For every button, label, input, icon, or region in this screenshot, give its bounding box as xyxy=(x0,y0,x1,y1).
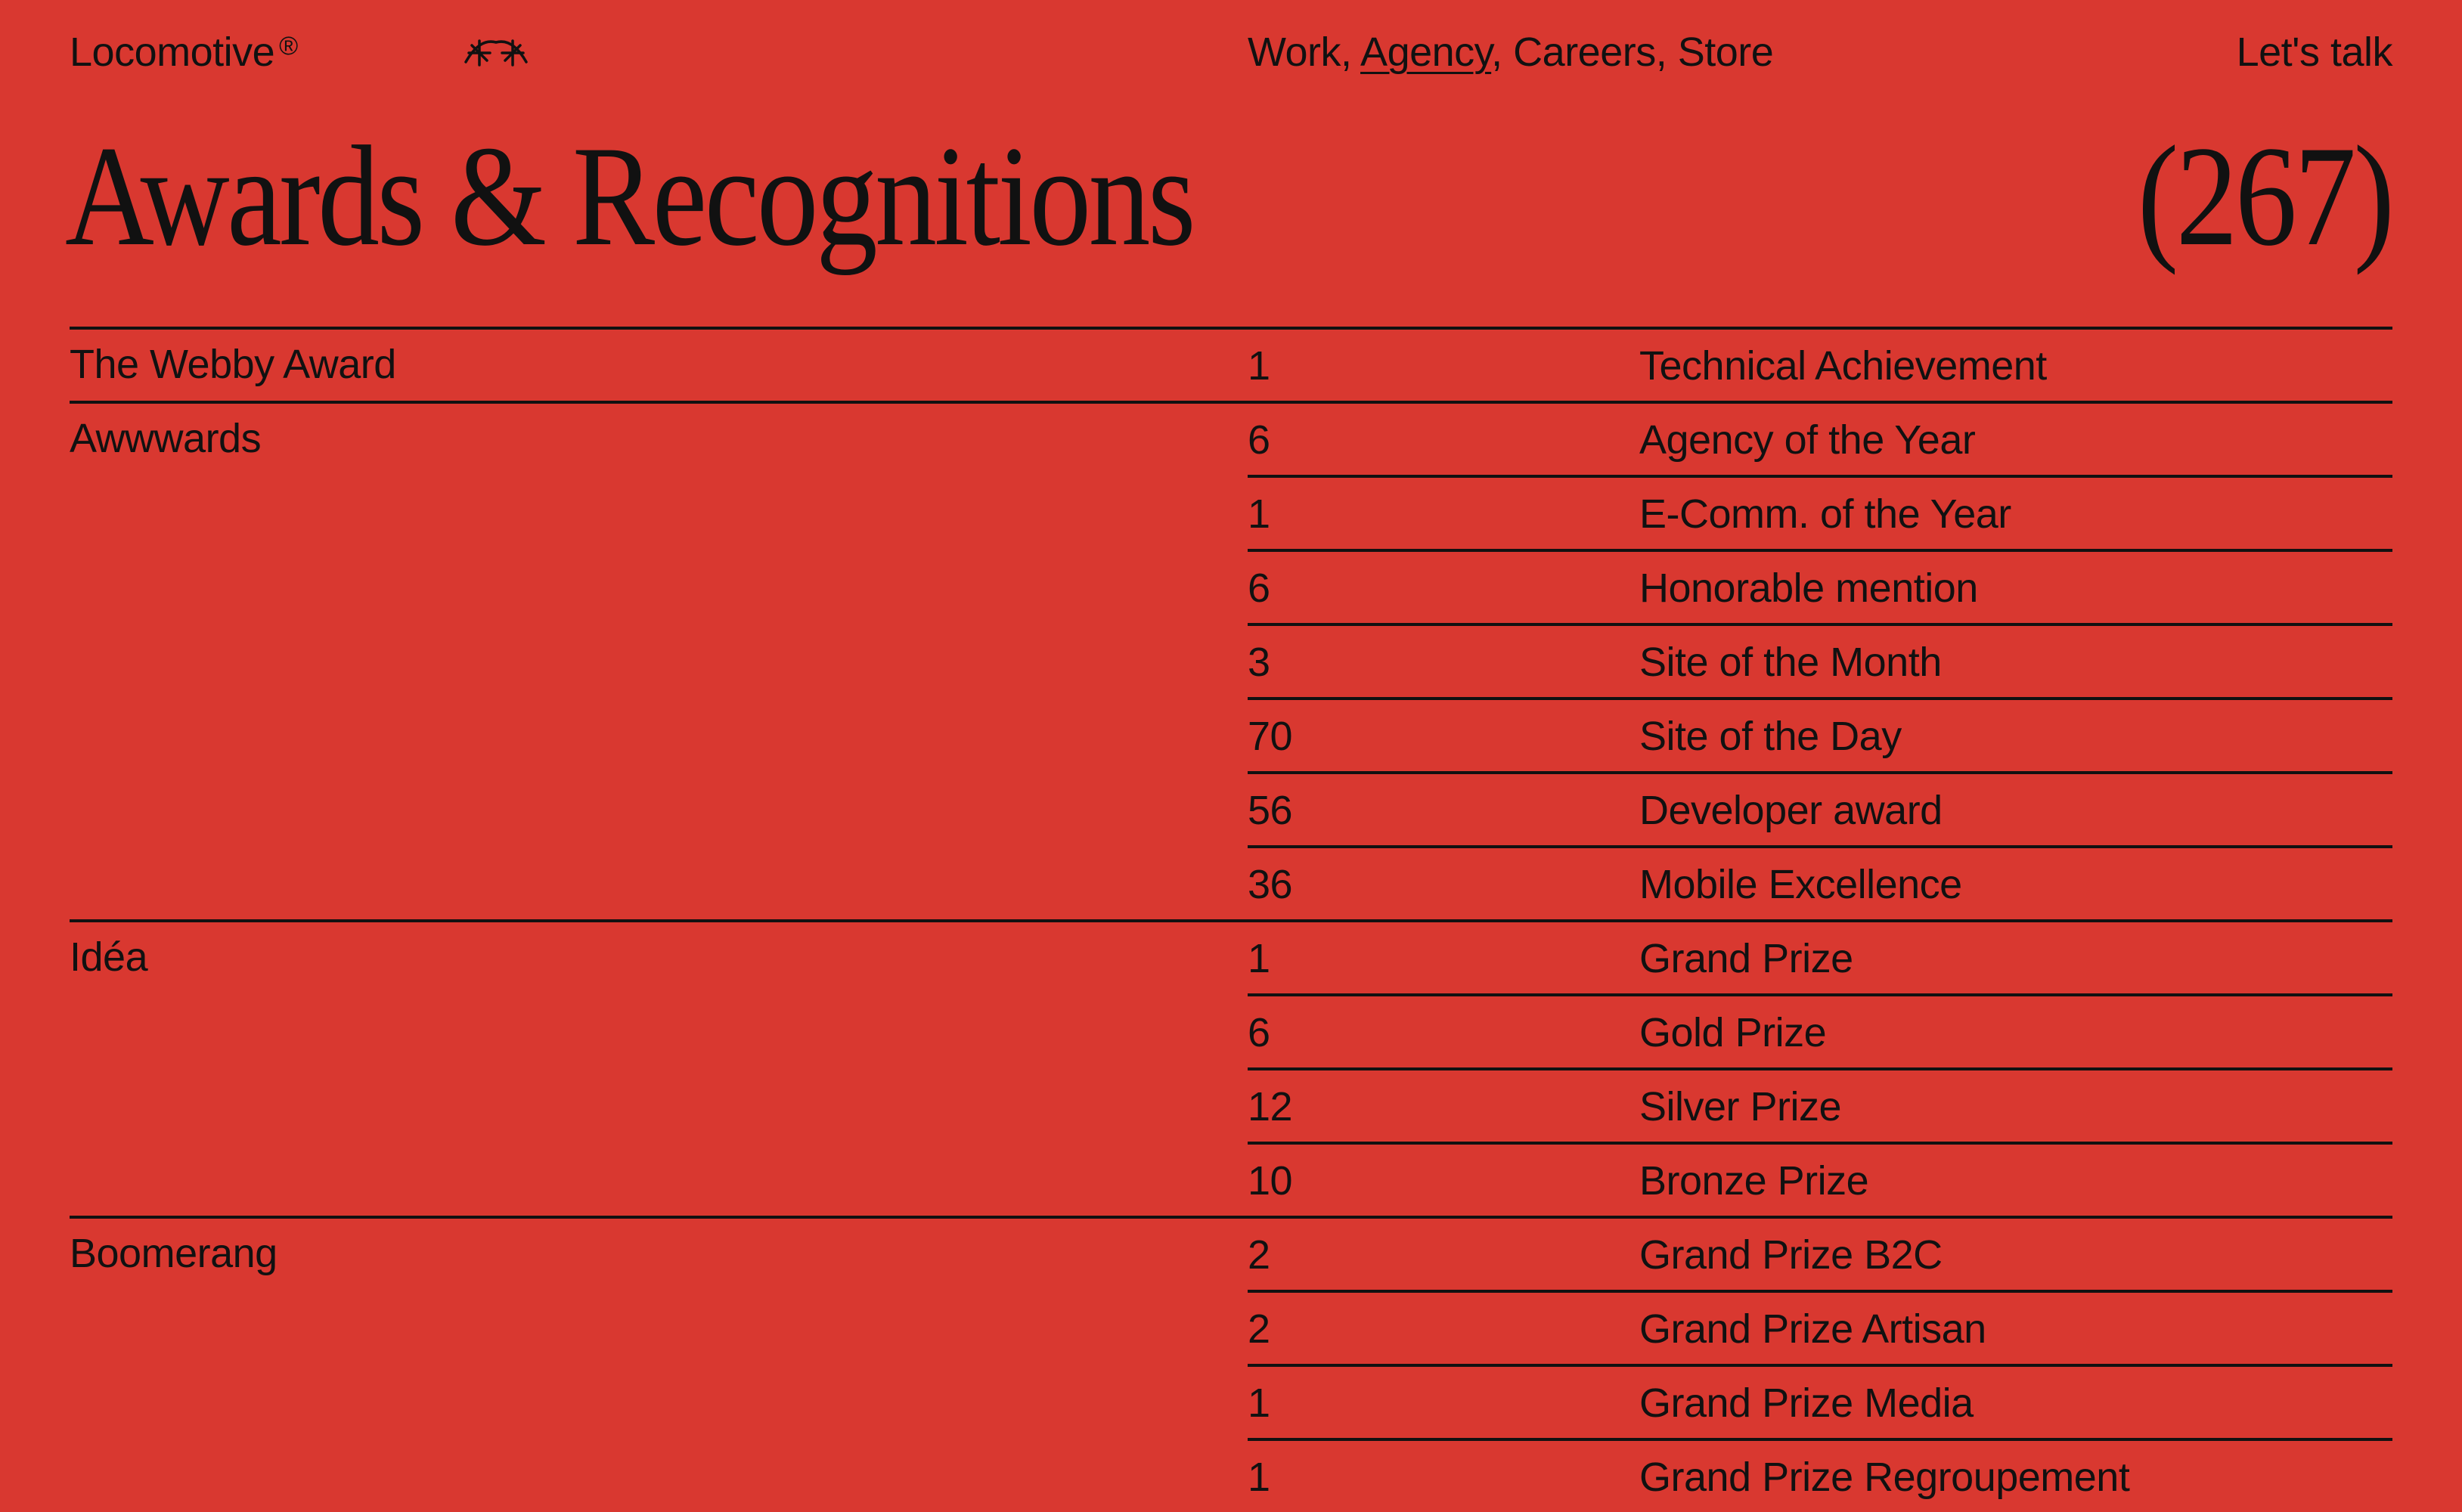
award-group xyxy=(70,1216,2392,1512)
award-row xyxy=(1248,623,2392,697)
award-row xyxy=(1248,475,2392,549)
award-category: Technical Achievement xyxy=(1639,343,2047,389)
award-category: Site of the Month xyxy=(1639,640,1942,685)
award-row xyxy=(1248,1438,2392,1512)
award-group-name: Idéa xyxy=(70,934,148,980)
award-row xyxy=(1248,404,2392,475)
award-count: 1 xyxy=(1248,1455,1270,1500)
nav-link-agency[interactable]: Agency xyxy=(1360,29,1492,75)
award-rows xyxy=(1248,922,2392,1216)
logo-link[interactable] xyxy=(70,29,298,76)
award-category: Honorable mention xyxy=(1639,565,1978,611)
award-count: 6 xyxy=(1248,1010,1270,1055)
award-group xyxy=(70,327,2392,401)
award-row xyxy=(1248,845,2392,919)
award-group-name: Awwwards xyxy=(70,416,262,461)
award-count: 6 xyxy=(1248,565,1270,611)
award-group xyxy=(70,919,2392,1216)
awards-table xyxy=(70,327,2392,1512)
award-count: 6 xyxy=(1248,417,1270,463)
award-group-name: The Webby Award xyxy=(70,342,396,387)
nav-separator: , xyxy=(1655,29,1678,75)
award-row xyxy=(1248,697,2392,771)
lets-talk-link[interactable]: Let's talk xyxy=(2236,29,2392,75)
award-count: 2 xyxy=(1248,1306,1270,1352)
award-count: 70 xyxy=(1248,714,1293,759)
award-category: Mobile Excellence xyxy=(1639,862,1962,907)
award-count: 2 xyxy=(1248,1232,1270,1278)
award-row xyxy=(1248,1067,2392,1142)
award-category: Site of the Day xyxy=(1639,714,1902,759)
award-row xyxy=(1248,330,2392,401)
logo-text: Locomotive xyxy=(70,29,275,75)
award-category: Developer award xyxy=(1639,788,1943,833)
nav-link-store[interactable]: Store xyxy=(1677,29,1774,75)
award-group-name: Boomerang xyxy=(70,1231,278,1276)
award-category: Grand Prize Media xyxy=(1639,1380,1974,1426)
award-count: 1 xyxy=(1248,1380,1270,1426)
award-rows xyxy=(1248,1219,2392,1512)
page-title: Awards & Recognitions xyxy=(65,117,1194,276)
award-category: E-Comm. of the Year xyxy=(1639,491,2011,537)
nav-separator: , xyxy=(1341,29,1361,75)
award-count: 1 xyxy=(1248,491,1270,537)
award-rows xyxy=(1248,330,2392,401)
award-count: 10 xyxy=(1248,1158,1293,1204)
award-rows xyxy=(1248,404,2392,919)
nav-separator: , xyxy=(1491,29,1514,75)
site-header xyxy=(70,23,2392,83)
award-category: Grand Prize Regroupement xyxy=(1639,1455,2130,1500)
award-category: Bronze Prize xyxy=(1639,1158,1869,1204)
registered-mark: ® xyxy=(279,32,298,60)
awards-total-count: (267) xyxy=(2138,117,2392,276)
award-count: 56 xyxy=(1248,788,1293,833)
award-row xyxy=(1248,549,2392,623)
award-row xyxy=(1248,1142,2392,1216)
award-count: 12 xyxy=(1248,1084,1293,1129)
award-count: 3 xyxy=(1248,640,1270,685)
award-row xyxy=(1248,993,2392,1067)
award-category: Gold Prize xyxy=(1639,1010,1827,1055)
award-category: Grand Prize xyxy=(1639,936,1853,981)
nav-link-work[interactable]: Work xyxy=(1248,29,1341,75)
award-category: Grand Prize Artisan xyxy=(1639,1306,1986,1352)
award-category: Grand Prize B2C xyxy=(1639,1232,1943,1278)
award-count: 1 xyxy=(1248,343,1270,389)
award-count: 36 xyxy=(1248,862,1293,907)
award-row xyxy=(1248,771,2392,845)
award-row xyxy=(1248,1290,2392,1364)
award-category: Agency of the Year xyxy=(1639,417,1976,463)
award-category: Silver Prize xyxy=(1639,1084,1842,1129)
award-row xyxy=(1248,1364,2392,1438)
award-count: 1 xyxy=(1248,936,1270,981)
nav-link-careers[interactable]: Careers xyxy=(1513,29,1656,75)
main-nav xyxy=(1248,29,1773,76)
award-group xyxy=(70,401,2392,919)
award-row xyxy=(1248,922,2392,993)
award-row xyxy=(1248,1219,2392,1290)
locomotive-star-mark-icon xyxy=(463,35,529,68)
